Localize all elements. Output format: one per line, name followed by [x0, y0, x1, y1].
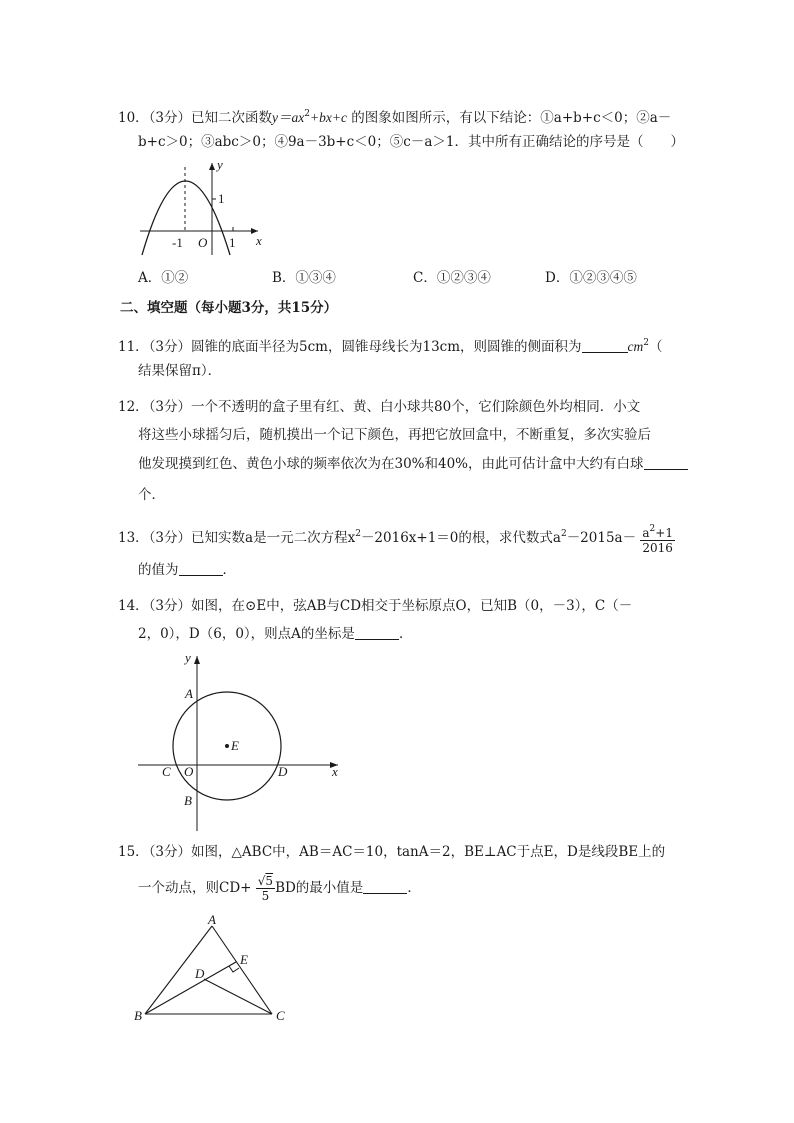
tick-neg1: -1 — [172, 235, 183, 250]
x-label: x — [332, 764, 338, 779]
q10-func: y＝ax — [272, 110, 305, 125]
q14-line1: 14．（3分）如图，在⊙E中，弦AB与CD相交于坐标原点O，已知B（0，－3），C（－ — [118, 598, 633, 614]
label-e: E — [240, 952, 248, 967]
q10-option-a[interactable]: A．①② — [138, 270, 189, 286]
center-e-dot — [225, 744, 229, 748]
q12-line4: 个． — [138, 487, 165, 503]
q12-line2: 将这些小球摇匀后，随机摸出一个记下颜色，再把它放回盒中，不断重复，多次实验后 — [138, 427, 651, 443]
q14-answer-blank[interactable] — [355, 625, 399, 640]
label-a: A — [208, 912, 216, 927]
label-b: B — [134, 1008, 142, 1023]
q11-unit-sup: 2 — [643, 338, 650, 348]
q13-fraction: $\frac{a^2+1}{2016}$ — [642, 524, 673, 555]
q10-line1: 10．（3分）已知二次函数$y=ax^2+bx+c$ 的图象如图所示，有以下结论：①a+b+c＜0；②a－ — [118, 109, 672, 126]
origin-label: O — [198, 235, 208, 250]
label-c: C — [276, 1008, 285, 1023]
q11-text: （3分）圆锥的底面半径为5cm，圆锥母线长为13cm，则圆锥的侧面积为 — [148, 339, 582, 355]
q10-text-a: 已知二次函数 — [191, 110, 273, 126]
q15-line1: 15．（3分）如图，△ABC中，AB＝AC＝10，tanA＝2，BE⊥AC于点E，D是线段BE上的 — [118, 844, 666, 860]
right-angle-mark — [229, 966, 239, 972]
label-c: C — [162, 764, 171, 779]
q12-answer-blank[interactable] — [644, 455, 688, 470]
q12-line1: 12．（3分）一个不透明的盒子里有红、黄、白小球共80个，它们除颜色外均相同．小文 — [118, 399, 641, 415]
label-d: D — [278, 764, 288, 779]
q14-line2: 2，0），D（6，0），则点A的坐标是 ． — [138, 626, 413, 642]
tick-pos1: 1 — [229, 235, 236, 250]
q13-line2: 的值为 ． — [138, 562, 236, 578]
label-o: O — [184, 764, 194, 779]
q10-option-c[interactable]: C．①②③④ — [413, 270, 491, 286]
q11-unit: cm — [627, 339, 644, 354]
tick-y1: 1 — [218, 191, 225, 206]
y-label: y — [217, 157, 223, 172]
q12-number: 12． — [118, 399, 149, 415]
q10-func-rest: +bx+c — [310, 110, 347, 125]
parabola-curve — [142, 181, 230, 255]
q15-answer-blank[interactable] — [363, 879, 407, 894]
q14-circle-graph — [130, 648, 350, 833]
label-b: B — [184, 793, 192, 808]
q15-line2: 一个动点，则CD+ $\frac{√5}{5}$ BD的最小值是 ． — [138, 874, 421, 903]
q15-triangle-graph — [132, 912, 302, 1027]
label-a: A — [185, 686, 193, 701]
q12-line3: 他发现摸到红色、黄色小球的频率依次为在30%和40%，由此可估计盒中大约有白球 — [138, 454, 688, 474]
q10-conclusion-1: ①a+b+c＜0；②a－ — [540, 110, 672, 126]
q15-number: 15． — [118, 844, 149, 860]
q15-fraction: $\frac{√5}{5}$ — [257, 874, 274, 903]
label-d: D — [195, 966, 205, 981]
q14-number: 14． — [118, 598, 149, 614]
q11-line1: 11．（3分）圆锥的底面半径为5cm，圆锥母线长为13cm，则圆锥的侧面积为 $cm^2$（ — [118, 338, 663, 355]
q10-number: 10． — [118, 110, 149, 126]
y-label: y — [185, 650, 191, 665]
section-title: 二、填空题（每小题3分，共15分） — [120, 300, 338, 316]
q13-line1: 13．（3分）已知实数a是一元二次方程$x^2-2016x+1=0$的根，求代数式$a^2-2015a-$ $\frac{a^2+1}{2016}$ — [118, 524, 673, 555]
label-e: E — [231, 738, 239, 753]
q10-parabola-graph — [130, 155, 270, 260]
q11-number: 11． — [118, 339, 149, 355]
q10-text-b: 的图象如图所示，有以下结论： — [351, 110, 541, 126]
q13-answer-blank[interactable] — [179, 561, 223, 576]
q10-option-d[interactable]: D．①②③④⑤ — [545, 270, 637, 286]
q13-number: 13． — [118, 530, 149, 546]
q10-score: （3分） — [148, 110, 192, 126]
x-label: x — [256, 233, 262, 248]
q11-line2: 结果保留π）． — [138, 363, 222, 379]
q10-line2: b+c＞0；③abc＞0；④9a－3b+c＜0；⑤c－a＞1．其中所有正确结论的序号是（ ） — [138, 134, 684, 150]
segment-cd — [204, 979, 272, 1014]
q11-answer-blank[interactable] — [582, 338, 628, 353]
q10-option-b[interactable]: B．①③④ — [272, 270, 336, 286]
